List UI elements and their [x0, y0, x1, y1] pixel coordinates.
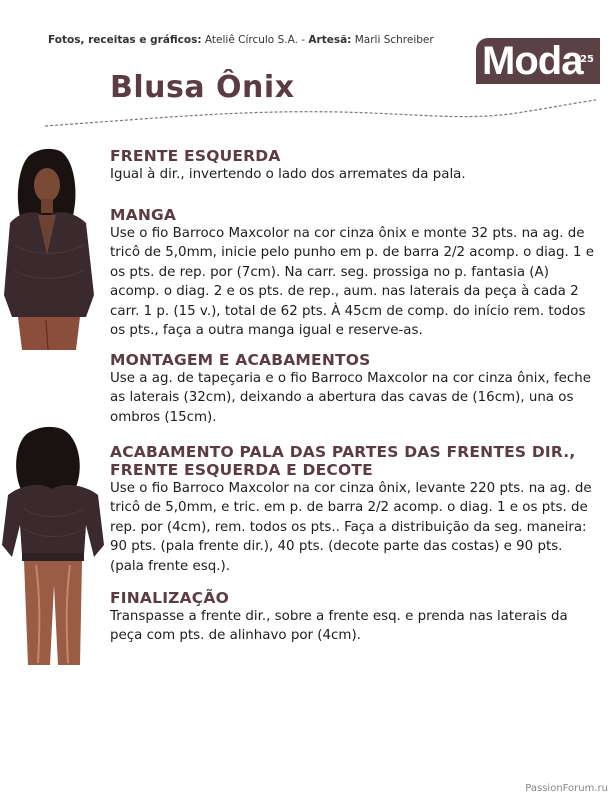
section-body: Use o fio Barroco Maxcolor na cor cinza ônix, levante 220 pts. na ag. de tricô de 5,0mm, e tric. em p. de barra 2/2 acomp. o diag. 1 e os pts. de rep. por (4cm), rem. todos os pts.. Faça a distribuição da seg. maneira: 90 pts. (pala frente dir.), 40 pts. (decote parte das costas) e 90 pts. (pala frente esq.). — [110, 481, 592, 574]
section-manga — [110, 206, 600, 340]
section-badge-label: Moda — [482, 39, 583, 83]
section-frente-esquerda — [110, 147, 600, 184]
credits-value-artisan: Marli Schreiber — [354, 34, 434, 46]
section-finalizacao — [110, 589, 600, 646]
section-heading: ACABAMENTO PALA DAS PARTES DAS FRENTES DIR., FRENTE ESQUERDA E DECOTE — [110, 443, 576, 479]
page-title: Blusa Ônix — [110, 70, 295, 105]
decorative-wave-divider — [40, 96, 600, 132]
credits-label-photos: Fotos, receitas e gráficos: — [48, 34, 202, 46]
section-badge — [476, 38, 600, 84]
credits-label-artisan: Artesã: — [308, 34, 352, 46]
section-heading: MANGA — [110, 206, 177, 224]
model-photo-back — [0, 425, 108, 665]
watermark: PassionForum.ru — [525, 783, 608, 794]
credits-value-studio: Ateliê Círculo S.A. - — [204, 34, 306, 46]
section-montagem — [110, 351, 600, 427]
section-body: Igual à dir., invertendo o lado dos arremates da pala. — [110, 167, 466, 182]
section-body: Transpasse a frente dir., sobre a frente esq. e prenda nas laterais da peça com pts. de alinhavo por (4cm). — [110, 609, 568, 644]
section-acabamento-pala — [110, 443, 600, 576]
section-heading: MONTAGEM E ACABAMENTOS — [110, 351, 371, 369]
photo-credits — [48, 34, 434, 46]
section-heading: FRENTE ESQUERDA — [110, 147, 281, 165]
section-body: Use a ag. de tapeçaria e o fio Barroco Maxcolor na cor cinza ônix, feche as laterais (32cm), deixando a abertura das cavas de (16cm), una os ombros (15cm). — [110, 371, 591, 425]
page-number: 25 — [580, 54, 594, 65]
section-heading: FINALIZAÇÃO — [110, 589, 229, 607]
section-body: Use o fio Barroco Maxcolor na cor cinza ônix e monte 32 pts. na ag. de tricô de 5,0mm, inicie pelo punho em p. de barra 2/2 acomp. o diag. 1 e os pts. de rep. por (7cm). Na carr. seg. prossiga no p. fantasia (A) acomp. o diag. 2 e os pts. de rep., aum. nas laterais da peça à cada 2 carr. 1 p. (15 v.), total de 62 pts. À 45cm de comp. do início rem. todos os pts., faça a outra manga igual e reserve-as. — [110, 226, 595, 339]
model-photo-front — [0, 145, 100, 350]
